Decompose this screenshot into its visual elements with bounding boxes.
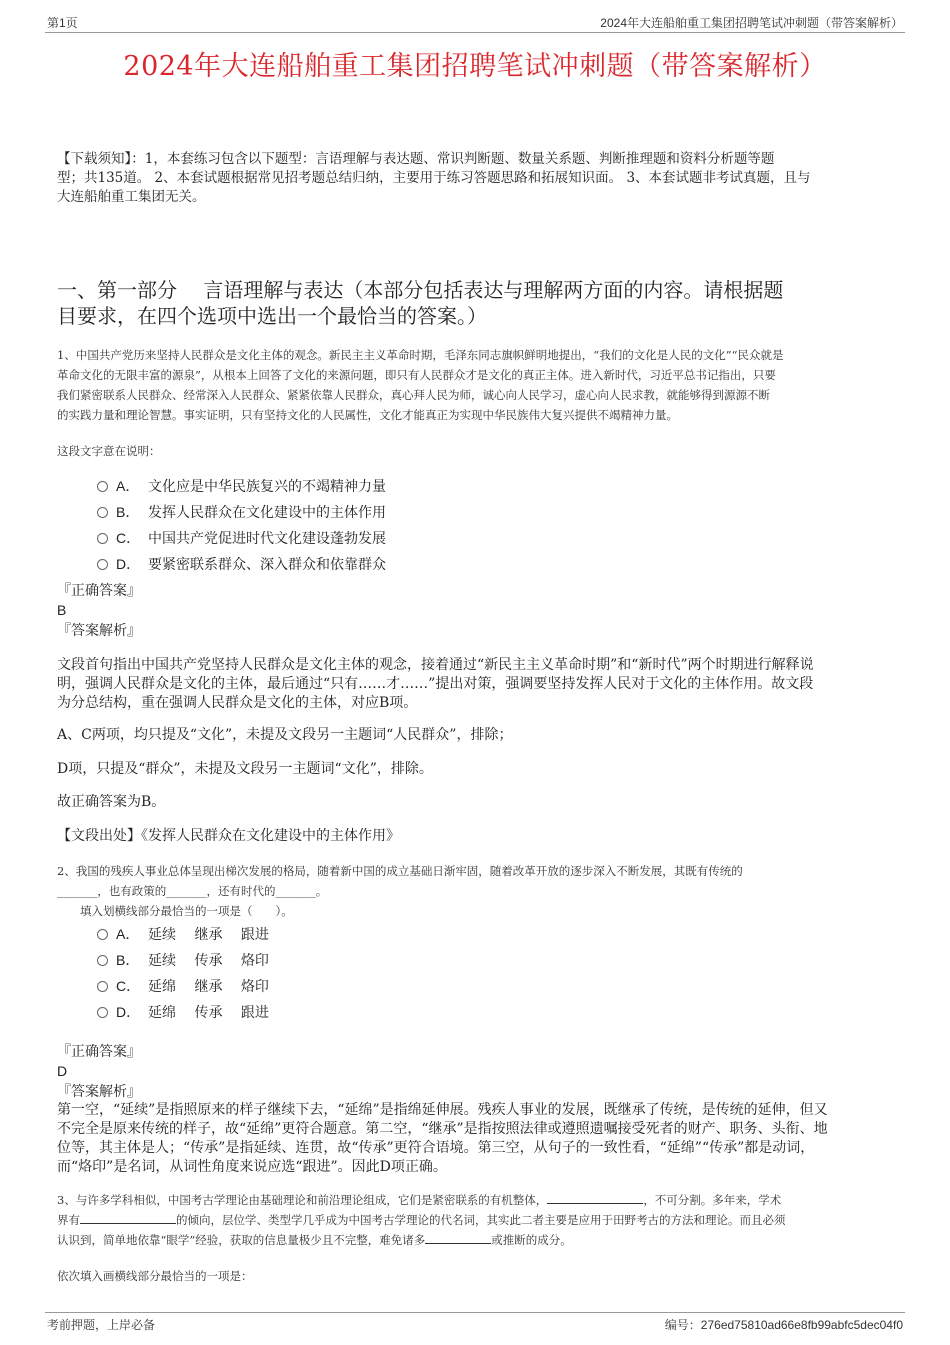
q1-answer: B bbox=[57, 602, 67, 618]
q2-option-b[interactable]: B． 延续 传承 烙印 bbox=[97, 950, 269, 971]
q1-answer-tag: 『正确答案』 bbox=[57, 583, 141, 599]
page-title: 2024年大连船舶重工集团招聘笔试冲刺题（带答案解析） bbox=[123, 51, 827, 82]
question-1-stem bbox=[57, 345, 907, 425]
section-heading-line: 目要求，在四个选项中选出一个最恰当的答案。） bbox=[57, 304, 487, 328]
radio-icon[interactable] bbox=[97, 481, 108, 492]
q1-source: 【文段出处】《发挥人民群众在文化建设中的主体作用》 bbox=[57, 828, 400, 844]
notice-line: 型；共135道。 2、本套试题根据常见招考题总结归纳，主要用于练习答题思路和拓展知识面。 3、本套试题非考试真题，且与 bbox=[57, 170, 811, 186]
radio-icon[interactable] bbox=[97, 507, 108, 518]
section-heading-line: 一、第一部分 言语理解与表达（本部分包括表达与理解两方面的内容。请根据题 bbox=[57, 278, 784, 302]
q2-analysis: 第一空，“延续”是指照原来的样子继续下去，“延绵”是指绵延伸展。残疾人事业的发展，既继承了传统，是传统的延伸，但又 不完全是原来传统的样子，故“延绵”更符合题意。第二空，“继承”是指按照法律或遵照遗嘱接受死者的财产、职务、头衔、地 位等，其主体是人；“传承”是指延续、连贯，故“传承”更符合语境。第三空，从句子的一致性看，“延绵”“传承”都是动词， 而“烙印”是名词，从词性角度来说应选“跟进”。因此D项正确。 bbox=[57, 1102, 828, 1175]
answer-blank[interactable] bbox=[547, 1191, 643, 1204]
q1-analysis-tag: 『答案解析』 bbox=[57, 623, 141, 639]
download-notice bbox=[57, 150, 907, 207]
footer-divider bbox=[45, 1312, 905, 1313]
radio-icon[interactable] bbox=[97, 955, 108, 966]
q1-option-d[interactable]: D． 要紧密联系群众、深入群众和依靠群众 bbox=[97, 554, 386, 575]
stem-line: 1、中国共产党历来坚持人民群众是文化主体的观念。新民主主义革命时期，毛泽东同志旗帜鲜明地提出，“我们的文化是人民的文化”“民众就是 bbox=[57, 348, 784, 362]
radio-icon[interactable] bbox=[97, 981, 108, 992]
stem-line: 我们紧密联系人民群众、经常深入人民群众、紧紧依靠人民群众，真心拜人民为师，诚心向人民学习，虚心向人民求教，就能够得到源源不断 bbox=[57, 388, 770, 402]
q1-option-a[interactable]: A． 文化应是中华民族复兴的不竭精神力量 bbox=[97, 476, 386, 497]
stem-line: 界有 的倾向，层位学、类型学几乎成为中国考古学理论的代名词，其实此二者主要是应用于田野考古的方法和理论。而且必须 bbox=[57, 1213, 786, 1227]
radio-icon[interactable] bbox=[97, 1007, 108, 1018]
question-1-prompt: 这段文字意在说明： bbox=[57, 444, 161, 458]
question-2-stem: 2、我国的残疾人事业总体呈现出梯次发展的格局，随着新中国的成立基础日渐牢固，随着改革开放的逐步深入不断发展，其既有传统的 _______，也有政策的_______，还有时代的_______。 bbox=[57, 864, 743, 898]
q2-answer-tag: 『正确答案』 bbox=[57, 1044, 141, 1060]
q2-option-d[interactable]: D． 延绵 传承 跟进 bbox=[97, 1002, 269, 1023]
q1-analysis-ac: A、C两项，均只提及“文化”，未提及文段另一主题词“人民群众”，排除； bbox=[57, 727, 513, 743]
radio-icon[interactable] bbox=[97, 559, 108, 570]
footer-slogan: 考前押题，上岸必备 bbox=[47, 1318, 156, 1332]
stem-line: 3、与许多学科相似，中国考古学理论由基础理论和前沿理论组成，它们是紧密联系的有机整体， ，不可分割。多年来，学术 bbox=[57, 1193, 782, 1207]
q2-analysis-tag: 『答案解析』 bbox=[57, 1084, 141, 1100]
notice-line: 大连船舶重工集团无关。 bbox=[57, 189, 206, 205]
answer-blank[interactable] bbox=[80, 1211, 176, 1224]
q2-option-a[interactable]: A． 延续 继承 跟进 bbox=[97, 924, 269, 945]
q1-analysis: 文段首句指出中国共产党坚持人民群众是文化主体的观念，接着通过“新民主主义革命时期”和“新时代”两个时期进行解释说 明，强调人民群众是文化的主体，最后通过“只有……才……”提出对策，强调要坚持发挥人民对于文化的主体作用。故文段 为分总结构，重在强调人民群众是文化的主体，对应B项。 bbox=[57, 657, 814, 711]
stem-line: 认识到，简单地依靠“眼学”经验，获取的信息量极少且不完整，难免诸多 或推断的成分。 bbox=[57, 1233, 572, 1247]
q2-option-c[interactable]: C． 延绵 继承 烙印 bbox=[97, 976, 269, 997]
q1-option-b[interactable]: B． 发挥人民群众在文化建设中的主体作用 bbox=[97, 502, 386, 523]
q1-option-c[interactable]: C． 中国共产党促进时代文化建设蓬勃发展 bbox=[97, 528, 386, 549]
radio-icon[interactable] bbox=[97, 533, 108, 544]
notice-line: 【下载须知】：1，本套练习包含以下题型：言语理解与表达题、常识判断题、数量关系题、判断推理题和资料分析题等题 bbox=[57, 151, 775, 167]
question-2-prompt: 填入划横线部分最恰当的一项是（ ）。 bbox=[80, 904, 293, 918]
page-number: 第1页 bbox=[47, 16, 78, 30]
stem-line: 革命文化的无限丰富的源泉”，从根本上回答了文化的来源问题，即只有人民群众才是文化的真正主体。进入新时代，习近平总书记指出，只要 bbox=[57, 368, 776, 382]
radio-icon[interactable] bbox=[97, 929, 108, 940]
question-3-prompt: 依次填入画横线部分最恰当的一项是： bbox=[57, 1269, 253, 1283]
q2-answer: D bbox=[57, 1063, 68, 1079]
running-header-title: 2024年大连船舶重工集团招聘笔试冲刺题（带答案解析） bbox=[600, 16, 903, 30]
footer-serial: 编号：276ed75810ad66e8fb99abfc5dec04f0 bbox=[664, 1318, 903, 1332]
q1-analysis-d: D项，只提及“群众”，未提及文段另一主题词“文化”，排除。 bbox=[57, 761, 433, 777]
q1-conclusion: 故正确答案为B。 bbox=[57, 794, 166, 810]
stem-line: 的实践力量和理论智慧。事实证明，只有坚持文化的人民属性，文化才能真正为实现中华民族伟大复兴提供不竭精神力量。 bbox=[57, 408, 678, 422]
section-heading bbox=[57, 277, 907, 329]
question-3-stem bbox=[57, 1190, 907, 1250]
answer-blank[interactable] bbox=[425, 1231, 491, 1244]
header-divider bbox=[45, 32, 905, 33]
